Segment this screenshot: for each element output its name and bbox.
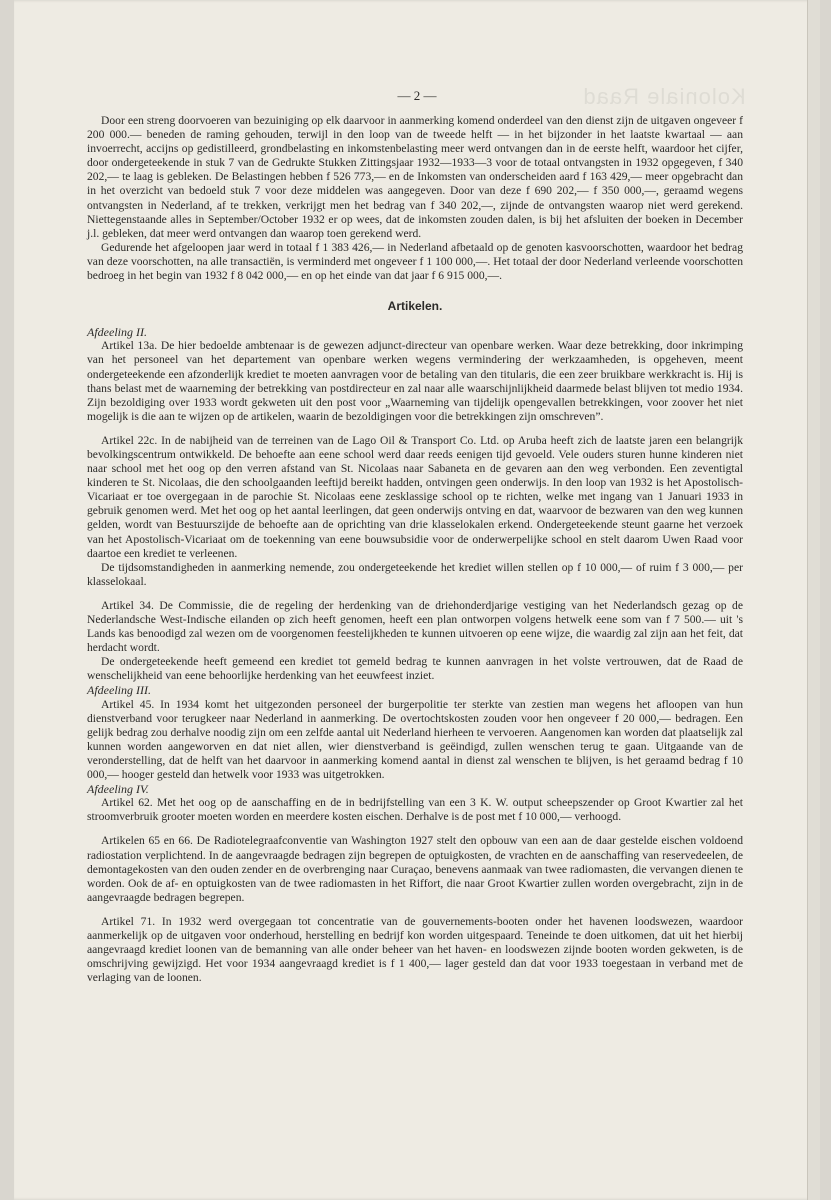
- document-body: [87, 114, 743, 985]
- paragraph-advances: Gedurende het afgeloopen jaar werd in totaal f 1 383 426,— in Nederland afbetaald op de genoten kasvoorschotten, waardoor het bedrag van deze voorschotten, na alle transactiën, is verminderd met ongeveer f 1 100 000,—. Het totaal der door Nederland verleende voorschotten bedroeg in het begin van 1932 f 8 042 000,— en op het einde van dat jaar f 6 915 000,—.: [87, 240, 743, 283]
- artikel-34: Artikel 34. De Commissie, die de regeling der herdenking van de driehonderdjarige vestiging van het Nederlandsch gezag op de Nederlandsche West-Indische eilanden op zich heeft genomen, heeft een plan ontworpen volgens hetwelk eene som van f 7 500.— uit 's Lands kas benoodigd zal wezen om de voorgenomen feestelijkheden te kunnen uitvoeren op eene wijze, die waardig zal zijn aan het feit, dat herdacht wordt.: [87, 598, 743, 655]
- artikel-71: Artikel 71. In 1932 werd overgegaan tot concentratie van de gouvernements-booten onder het havenen loodswezen, waardoor aanmerkelijk op de uitgaven voor onderhoud, herstelling en bedrijf kon worden uitgespaard. Teneinde te doen uitkomen, dat uit het hierbij aangevraagd krediet loonen van de bemanning van alle onder beheer van het haven- en loodswezen zijnde booten worden gekweten, is de omschrijving gewijzigd. Het voor 1934 aangevraagd krediet is f 1 400,— lager gesteld dan dat voor 1933 toegestaan in verband met de verlaging van de loonen.: [87, 914, 743, 985]
- artikel-62: Artikel 62. Met het oog op de aanschaffing en de in bedrijfstelling van een 3 K. W. output scheepszender op Groot Kwartier zal het stroomverbruik grooter moeten worden en meerdere kosten eischen. Derhalve is de post met f 10 000,— verhoogd.: [87, 796, 743, 824]
- bleed-through-text: Koloniale Raad: [582, 84, 746, 109]
- artikel-22c: Artikel 22c. In de nabijheid van de terreinen van de Lago Oil & Transport Co. Ltd. op Aruba heeft zich de laatste jaren een belangrijk bevolkingscentrum ontwikkeld. De behoefte aan eene school werd daar reeds eenigen tijd gevoeld. Vele ouders sturen hunne kinderen niet naar school met het oog op den verren afstand van St. Nicolaas naar Sabaneta en de gevaren aan den weg verbonden. Een zeventigtal kinderen te St. Nicolaas, die den schoolgaanden leeftijd bereikt hadden, ontvingen geen onderwijs. In den loop van 1932 is het Apostolisch-Vicariaat er toe overgegaan in de parochie St. Nicolaas eene zesklassige school op te richten, welke met ingang van 1 Januari 1933 in gebruik genomen werd. Met het oog op het aantal leerlingen, dat geen onderwijs ontving en dat, waarvoor de bezwaren van den weg kunnen gelden, wordt van Bestuurszijde de behoefte aan de oprichting van drie klasselokalen erkend. Ondergeteekende steunt gaarne het verzoek van het Apostolisch-Vicariaat om de toekenning van eene bouwsubsidie voor de onderwerpelijke school en stelt daarom Uwen Raad voor daartoe een krediet te verleenen.: [87, 433, 743, 560]
- page-number: — 2 —: [397, 88, 437, 103]
- document-page: [14, 0, 820, 1200]
- artikel-34-continued: De ondergeteekende heeft gemeend een krediet tot gemeld bedrag te kunnen aanvragen in het volste vertrouwen, dat de Raad de wenschelijkheid van eene behoorlijke herdenking van het eeuwfeest inziet.: [87, 655, 743, 683]
- paragraph-budget-summary: Door een streng doorvoeren van bezuiniging op elk daarvoor in aanmerking komend onderdeel van den dienst zijn de uitgaven ongeveer f 200 000.— beneden de raming gehouden, terwijl in den loop van de tweede helft — in het bijzonder in het laatste kwartaal — aan invoerrecht, accijns op gedistilleerd, grondbelasting en inkomstenbelasting meer werd ontvangen dan in de eerste helft, waardoor het cijfer, door ondergeteekende in stuk 7 van de Gedrukte Stukken Zittingsjaar 1932—1933—3 voor de totaal ontvangsten in 1932 opgegeven, f 340 202,— te laag is gebleken. De Belastingen hebben f 526 773,— en de Inkomsten van onderscheiden aard f 163 429,— meer opgebracht dan in het overzicht van bedoeld stuk 7 voor deze middelen was aangegeven. Door van deze f 690 202,— f 350 000,—, geraamd wegens ontvangsten in Nederland, af te trekken, verkrijgt men het bedrag van f 340 202,—, zijnde de ontvangsten waarop niet werd gerekend. Niettegenstaande alles in September/October 1932 er op wees, dat de inkomsten zouden dalen, is bij het afsluiten der boeken in December j.l. gebleken, dat meer werd ontvangen dan waarop toen gerekend werd.: [87, 114, 743, 240]
- scan-right-edge: [807, 0, 820, 1200]
- afdeeling-heading: Afdeeling IV.: [87, 782, 149, 797]
- afdeeling-heading: Afdeeling II.: [87, 325, 147, 340]
- artikelen-65-66: Artikelen 65 en 66. De Radiotelegraafconventie van Washington 1927 stelt den opbouw van een aan de daar gestelde eischen voldoend radiostation verplichtend. In de aangevraagde bedragen zijn begrepen de optuigkosten, de vrachten en de aanschaffing van reservedeelen, de demontagekosten van den ouden zender en de overbrenging naar Curaçao, benevens aanmaak van twee radiomasten, die vervangen dienen te worden. Ook de af- en optuigkosten van de twee radiomasten in het Riffort, die naar Groot Kwartier zullen worden overgebracht, zijn in de aangevraagde bedragen begrepen.: [87, 834, 743, 904]
- artikel-45: Artikel 45. In 1934 komt het uitgezonden personeel der burgerpolitie ter sterkte van zestien man wegens het afloopen van hun dienstverband voor terugkeer naar Nederland in aanmerking. De overtochtskosten zouden voor hen ongeveer f 20 000,— bedragen. Een gelijk bedrag zou derhalve noodig zijn om een zelfde aantal uit Nederland hierheen te vervoeren. Aangenomen kan worden dat plaatselijk zal kunnen worden aangeworven en dat niet allen, wier dienstverband is geëindigd, zullen wenschen terug te gaan. Uitgaande van de veronderstelling, dat de helft van het daarvoor in aanmerking komend aantal in dienst zal wenschen te blijven, is het geraamd bedrag f 10 000,— hooger gesteld dan hetwelk voor 1933 was uitgetrokken.: [87, 697, 743, 782]
- artikel-22c-continued: De tijdsomstandigheden in aanmerking nemende, zou ondergeteekende het krediet willen stellen op f 10 000,— of ruim f 3 000,— per klasselokaal.: [87, 560, 743, 588]
- section-heading-artikelen: Artikelen.: [387, 299, 443, 314]
- artikel-13a: Artikel 13a. De hier bedoelde ambtenaar is de gewezen adjunct-directeur van openbare werken. Waar deze betrekking, door inkrimping van het personeel van het departement van openbare werken wegens vermindering der werkzaamheden, is opgeheven, meent ondergeteekende een afzonderlijk krediet te moeten aanvragen voor de betaling van den titularis, die een zeer bruikbare werkkracht is. Hij is thans belast met de waarneming der betrekking van postdirecteur en zal naar alle waarschijnlijkheid daarmede belast blijven tot medio 1934. Zijn bezoldiging over 1933 wordt gekweten uit den post voor „Waarneming van tijdelijk opengevallen betrekkingen, voor zoover het niet mogelijk is die aan te wijzen op de artikelen, waarin de bezoldigingen voor die betrekkingen zijn omschreven”.: [87, 339, 743, 423]
- afdeeling-heading: Afdeeling III.: [87, 683, 151, 698]
- scan-left-margin: [0, 0, 14, 1200]
